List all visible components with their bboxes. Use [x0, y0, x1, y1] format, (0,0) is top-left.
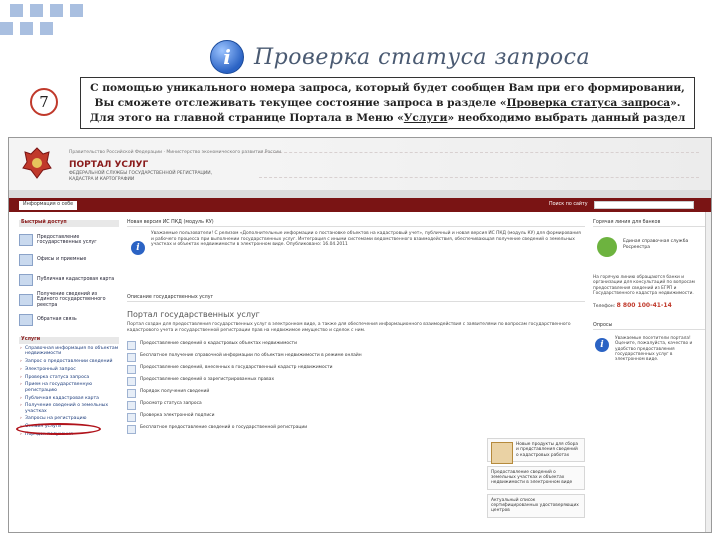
phone-number: 8 800 100-41-14	[616, 302, 672, 310]
service-list	[127, 341, 427, 434]
info-icon: i	[210, 40, 244, 74]
promo-text: Новые продукты для сбора и представления сведений о кадастровых работах	[516, 442, 579, 458]
nav-tab-info[interactable]: Информация о себе	[19, 201, 77, 210]
document-icon	[127, 401, 136, 410]
sidebar-item-label: Обратная связь	[37, 317, 77, 323]
document-icon	[127, 365, 136, 374]
sidebar-item-feedback[interactable]	[19, 311, 119, 329]
service-row[interactable]	[127, 353, 427, 362]
portal-section-title: Портал государственных услуг	[127, 310, 260, 319]
hotline-card-text: Единая справочная служба Росреестра	[623, 239, 689, 250]
service-row-text: Предоставление сведений, внесенных в государственный кадастр недвижимости	[140, 365, 333, 371]
callout-text-3: » необходимо выбрать данный раздел	[447, 112, 686, 124]
search-input[interactable]	[594, 201, 694, 209]
vertical-scrollbar[interactable]	[705, 212, 711, 533]
promo-box[interactable]	[487, 438, 585, 462]
header-ministry-text: Правительство Российской Федерации · Министерство экономического развития России	[69, 150, 282, 155]
coat-of-arms-icon	[21, 146, 53, 180]
top-strip	[9, 190, 711, 198]
portal-header	[9, 138, 711, 190]
callout-link-services: Услуги	[403, 112, 448, 124]
portal-description: Портал создан для предоставления государственных услуг в электронном виде, а также для обеспечения информационного взаимодействия с заявителями по вопросам государственного кадастрового учета и государственной регистрации прав на недвижимое имущество и сделок с ним.	[127, 322, 571, 333]
sidebar-item-services[interactable]	[19, 231, 119, 249]
left-sidebar	[19, 220, 119, 440]
decorative-squares	[0, 0, 110, 44]
service-row-text: Порядок получения сведений	[140, 389, 210, 395]
phone-label: Телефон:	[593, 304, 616, 310]
promo-box[interactable]	[487, 466, 585, 490]
service-row[interactable]	[127, 389, 427, 398]
portal-screenshot	[8, 137, 712, 533]
service-row[interactable]	[127, 425, 427, 434]
poll-text: Уважаемые посетители портала! Оцените, пожалуйста, качество и удобство предоставления государственных услуг в электронном виде.	[615, 336, 693, 363]
map-icon	[19, 274, 33, 286]
services-icon	[19, 234, 33, 246]
document-icon	[127, 341, 136, 350]
search-label: Поиск по сайту	[549, 202, 588, 207]
services-menu-item[interactable]: › Справочная информация по объектам недвижимости	[19, 346, 119, 357]
services-menu-item[interactable]: › Онлайн услуги	[19, 424, 119, 429]
sidebar-item-label: Офисы и приемные	[37, 257, 87, 263]
instruction-callout	[80, 77, 695, 129]
document-icon	[127, 377, 136, 386]
services-menu-item[interactable]: › Электронный запрос	[19, 367, 119, 372]
service-row-text: Бесплатное получение справочной информации по объектам недвижимости в режиме онлайн	[140, 353, 362, 359]
highlight-oval	[16, 423, 101, 435]
sidebar-item-registry[interactable]	[19, 291, 119, 309]
sidebar-item-label: Публичная кадастровая карта	[37, 277, 115, 283]
portal-subtitle: ФЕДЕРАЛЬНОЙ СЛУЖБЫ ГОСУДАРСТВЕННОЙ РЕГИСТРАЦИИ, КАДАСТРА И КАРТОГРАФИИ	[69, 171, 213, 182]
sidebar-item-offices[interactable]	[19, 251, 119, 269]
polls-heading: Опросы	[593, 323, 705, 330]
book-icon	[491, 442, 513, 464]
service-row-text: Предоставление сведений о кадастровых объектах недвижимости	[140, 341, 297, 347]
feedback-icon	[19, 314, 33, 326]
slide-title: Проверка статуса запроса	[254, 44, 591, 70]
news-heading[interactable]: Новая версия ИС ПКД (модуль КУ)	[127, 220, 585, 227]
news-text: Уважаемые пользователи! С релизом «Дополнительные информации о постановке объектов на кадастровый учет», публичный и новая версия ИС ПКД (модуль КУ) для формирования и рабочего процесса при выполнении государственных услуг. Интеграция с иными системами ведомственного взаимодействия, обеспечивающая получение сведений о земельных участках и объектах недвижимости в электронном виде. Опубликовано: 16.04.2011	[151, 231, 581, 248]
info-icon: i	[595, 338, 609, 352]
callout-link-status: Проверка статуса запроса	[506, 97, 671, 109]
right-column	[593, 220, 705, 396]
gov-services-heading: Описание государственных услуг	[127, 295, 585, 302]
service-row[interactable]	[127, 341, 427, 350]
sidebar-item-label: Получение сведений из Единого государственного реестра	[37, 292, 106, 308]
hotline-heading: Горячая линия для банков	[593, 220, 705, 227]
service-row-text: Предоставление сведений о зарегистрированных правах	[140, 377, 275, 383]
hotline-card[interactable]	[593, 233, 705, 271]
sidebar-item-map[interactable]	[19, 271, 119, 289]
document-icon	[127, 425, 136, 434]
quick-access-heading: Быстрый доступ	[19, 220, 119, 227]
services-menu-item[interactable]: › Запрос о предоставлении сведений	[19, 359, 119, 364]
main-content	[127, 220, 585, 514]
service-row[interactable]	[127, 413, 427, 422]
slide-number: 7	[30, 88, 58, 116]
document-icon	[127, 389, 136, 398]
services-menu-item-status[interactable]: › Проверка статуса запроса	[19, 375, 119, 380]
hotline-phone	[593, 302, 705, 309]
service-row[interactable]	[127, 401, 427, 410]
services-menu-item[interactable]: › Порядок получения	[19, 432, 119, 437]
header-map-decoration	[259, 152, 699, 178]
service-row-text: Бесплатное предоставление сведений о государственной регистрации	[140, 425, 308, 431]
services-menu-item[interactable]: › Публичная кадастровая карта	[19, 396, 119, 401]
hotline-description: На горячую линию обращаются банки и организации для консультаций по вопросам предоставления сведений из ЕГРП и Государственного кадастра недвижимости.	[593, 275, 695, 296]
poll-card[interactable]	[593, 336, 705, 396]
promo-box[interactable]	[487, 494, 585, 518]
offices-icon	[19, 254, 33, 266]
callout-text-1: С помощью уникального номера запроса, который будет сообщен Вам при его формировании, Вы сможете отслеживать текущее состояние запроса в разделе «	[90, 82, 685, 109]
service-row-text: Проверка электронной подписи	[140, 413, 215, 419]
services-menu-item[interactable]: › Прием на государственную регистрацию	[19, 382, 119, 393]
services-menu-item[interactable]: › Получение сведений о земельных участках	[19, 403, 119, 414]
callout-text-2: ». Для этого на главной странице Портала в Меню «	[89, 97, 681, 124]
promo-text: Актуальный список сертифицированных удостоверяющих центров	[491, 497, 579, 514]
registry-icon	[19, 294, 33, 306]
news-block	[127, 231, 585, 289]
service-row-text: Просмотр статуса запроса	[140, 401, 202, 407]
promo-column	[487, 438, 585, 522]
phone-icon	[597, 237, 617, 257]
services-menu-item[interactable]: › Запросы на регистрацию	[19, 416, 119, 421]
portal-logo-title[interactable]: ПОРТАЛ УСЛУГ	[69, 160, 149, 170]
service-row[interactable]	[127, 365, 427, 374]
services-menu-heading: Услуги	[19, 337, 119, 344]
document-icon	[127, 353, 136, 362]
service-row[interactable]	[127, 377, 427, 386]
slide-title-area	[210, 40, 590, 74]
promo-text: Предоставление сведений о земельных участках и объектах недвижимости в электронном виде	[491, 469, 573, 486]
document-icon	[127, 413, 136, 422]
sidebar-item-label: Предоставление государственных услуг	[37, 234, 97, 245]
info-icon: i	[131, 241, 145, 255]
